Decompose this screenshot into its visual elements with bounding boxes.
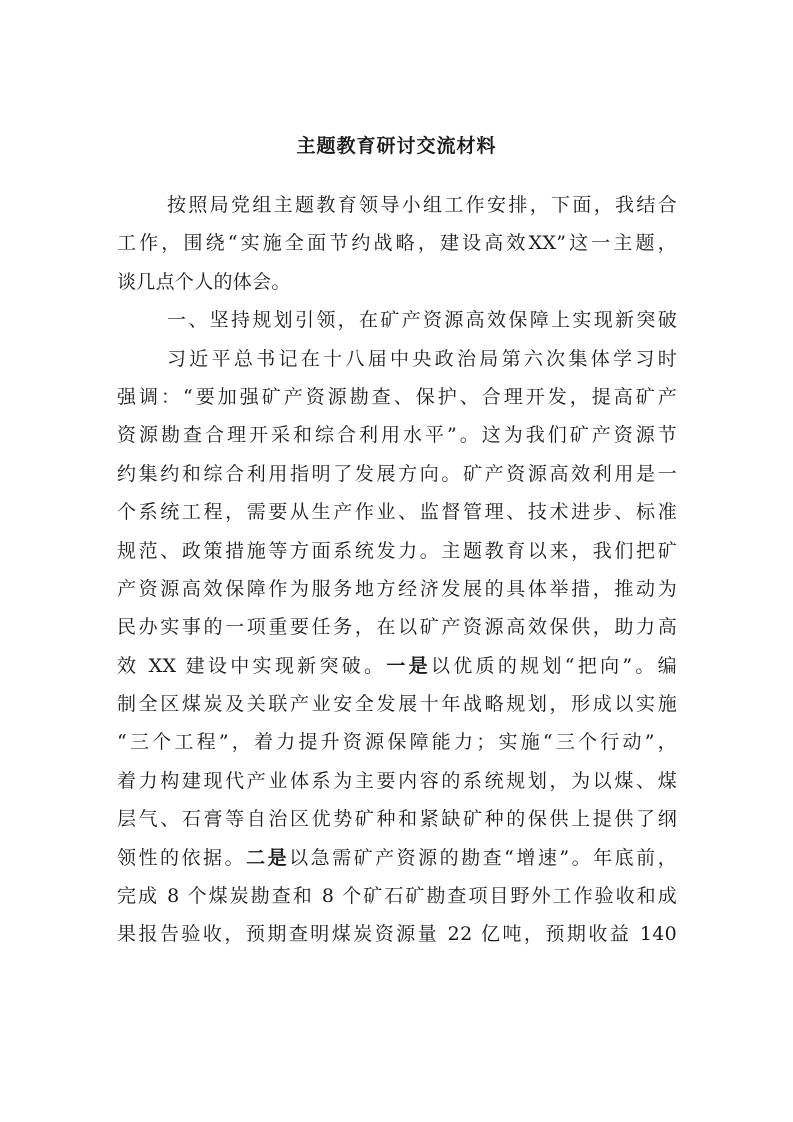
emphasis-first: 一是: [386, 654, 431, 677]
text-line: 着力构建现代产业体系为主要内容的系统规划，为以煤、煤: [117, 769, 677, 792]
text-line: 习近平总书记在十八届中央政治局第六次集体学习时: [167, 347, 677, 370]
text-line: 约集约和综合利用指明了发展方向。矿产资源高效利用是一: [117, 462, 677, 485]
text-segment: 以优质的规划“把向”。编: [430, 654, 677, 677]
text-line: 规范、政策措施等方面系统发力。主题教育以来，我们把矿: [117, 539, 677, 562]
text-line: 按照局党组主题教育领导小组工作安排，下面，我结合: [167, 194, 677, 216]
document-title: 主题教育研讨交流材料: [296, 135, 497, 157]
text-line: 制全区煤炭及关联产业安全发展十年战略规划，形成以实施: [117, 693, 677, 716]
text-line: 资源勘查合理开采和综合利用水平”。这为我们矿产资源节: [117, 424, 677, 447]
text-line: 果报告验收，预期查明煤炭资源量 22 亿吨，预期收益 140: [117, 923, 677, 946]
text-line: [117, 647, 677, 685]
text-line: 个系统工程，需要从生产作业、监督管理、技术进步、标准: [117, 501, 677, 524]
text-line: 谈几点个人的体会。: [117, 270, 291, 293]
text-segment: 领性的依据。: [117, 846, 247, 869]
text-line: [117, 839, 677, 877]
text-line: 层气、石膏等自治区优势矿种和紧缺矿种的保供上提供了纲: [117, 808, 677, 831]
text-segment: 效 XX 建设中实现新突破。: [117, 654, 387, 677]
text-line: 产资源高效保障作为服务地方经济发展的具体举措，推动为: [117, 577, 677, 600]
text-line: 工作，围绕“实施全面节约战略，建设高效XX”这一主题，: [117, 232, 677, 255]
text-line: 强调：“要加强矿产资源勘查、保护、合理开发，提高矿产: [117, 385, 677, 408]
section-heading: 一、坚持规划引领，在矿产资源高效保障上实现新突破: [167, 309, 677, 332]
text-segment: 以急需矿产资源的勘查“增速”。年底前，: [289, 846, 677, 869]
text-line: 完成 8 个煤炭勘查和 8 个矿石矿勘查项目野外工作验收和成: [117, 885, 677, 908]
text-line: 民办实事的一项重要任务，在以矿产资源高效保供，助力高: [117, 616, 677, 639]
text-line: “三个工程”，着力提升资源保障能力；实施“三个行动”，: [117, 731, 677, 754]
document-body: [117, 186, 677, 954]
emphasis-second: 二是: [246, 846, 290, 869]
